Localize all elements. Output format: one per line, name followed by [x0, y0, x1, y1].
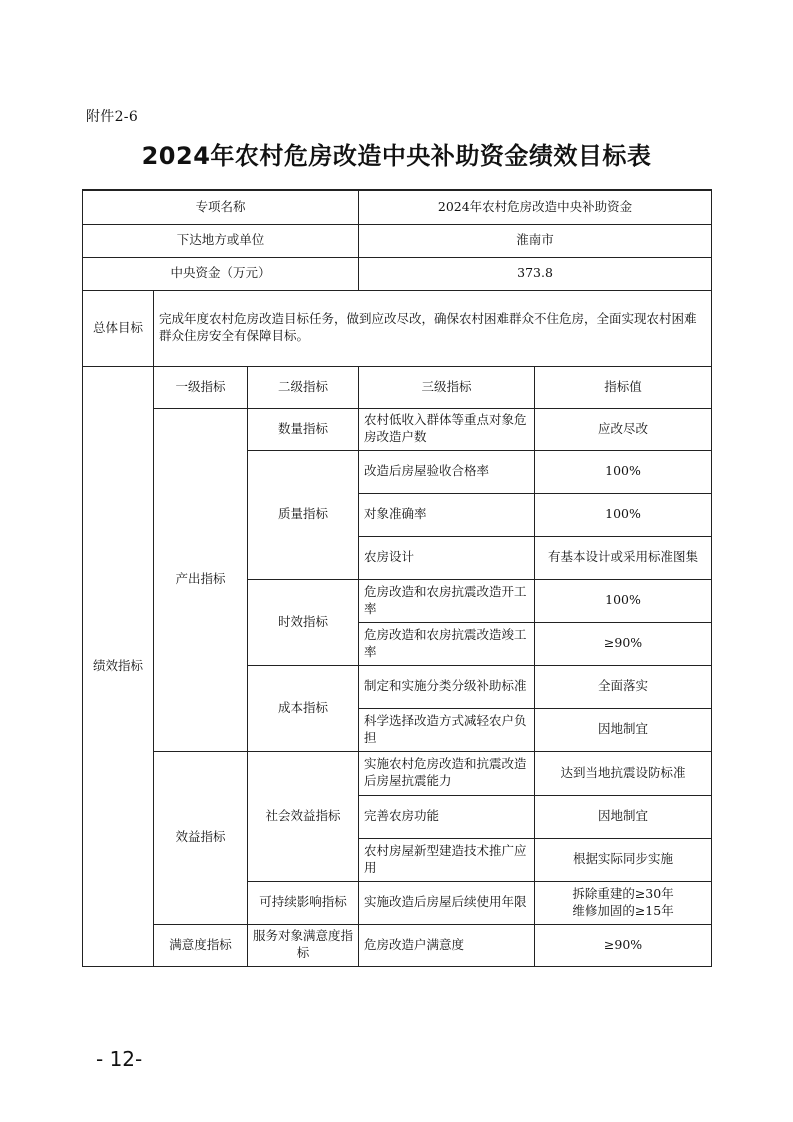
indicator-name: 对象准确率: [359, 493, 535, 536]
section-label-performance: 绩效指标: [83, 366, 154, 966]
unit-value: 淮南市: [359, 224, 712, 257]
indicator-name: 农村低收入群体等重点对象危房改造户数: [359, 408, 535, 450]
indicator-value: 100%: [535, 579, 712, 622]
table-row: [83, 257, 712, 290]
overall-goal-label: 总体目标: [83, 290, 154, 366]
indicator-value: 100%: [535, 450, 712, 493]
indicator-value: 有基本设计或采用标准图集: [535, 536, 712, 579]
indicator-value-line: 拆除重建的≥30年: [572, 885, 674, 901]
table-row: [83, 366, 712, 408]
level1-satisfaction: 满意度指标: [154, 924, 248, 966]
indicator-name: 制定和实施分类分级补助标准: [359, 665, 535, 708]
indicator-value: 100%: [535, 493, 712, 536]
indicator-name: 农房设计: [359, 536, 535, 579]
indicator-value: 因地制宜: [535, 795, 712, 838]
level2-cost: 成本指标: [248, 665, 359, 751]
indicator-value-multiline: [535, 881, 712, 924]
level2-quality: 质量指标: [248, 450, 359, 579]
indicator-value: 根据实际同步实施: [535, 838, 712, 881]
header-level2: 二级指标: [248, 366, 359, 408]
level2-timeliness: 时效指标: [248, 579, 359, 665]
level2-quantity: 数量指标: [248, 408, 359, 450]
header-value: 指标值: [535, 366, 712, 408]
attachment-label: 附件2-6: [86, 109, 139, 125]
unit-label: 下达地方或单位: [83, 224, 359, 257]
table-row: [83, 924, 712, 966]
indicator-value: 应改尽改: [535, 408, 712, 450]
table-row: [83, 408, 712, 450]
project-name-value: 2024年农村危房改造中央补助资金: [359, 190, 712, 224]
page-title: 2024年农村危房改造中央补助资金绩效目标表: [141, 142, 652, 170]
header-level3: 三级指标: [359, 366, 535, 408]
indicator-name: 实施改造后房屋后续使用年限: [359, 881, 535, 924]
table-row: [83, 290, 712, 366]
performance-target-table: [82, 189, 712, 967]
table-row: [83, 224, 712, 257]
project-name-label: 专项名称: [83, 190, 359, 224]
indicator-value: ≥90%: [535, 622, 712, 665]
level1-benefit: 效益指标: [154, 751, 248, 924]
indicator-name: 实施农村危房改造和抗震改造后房屋抗震能力: [359, 751, 535, 795]
indicator-name: 完善农房功能: [359, 795, 535, 838]
funds-label: 中央资金（万元）: [83, 257, 359, 290]
funds-value: 373.8: [359, 257, 712, 290]
table-row: [83, 190, 712, 224]
indicator-value: 全面落实: [535, 665, 712, 708]
indicator-name: 科学选择改造方式减轻农户负担: [359, 708, 535, 751]
indicator-name: 危房改造和农房抗震改造开工率: [359, 579, 535, 622]
indicator-value: 因地制宜: [535, 708, 712, 751]
indicator-name: 农村房屋新型建造技术推广应用: [359, 838, 535, 881]
indicator-value: ≥90%: [535, 924, 712, 966]
indicator-name: 改造后房屋验收合格率: [359, 450, 535, 493]
indicator-name: 危房改造和农房抗震改造竣工率: [359, 622, 535, 665]
header-level1: 一级指标: [154, 366, 248, 408]
indicator-name: 危房改造户满意度: [359, 924, 535, 966]
level2-social: 社会效益指标: [248, 751, 359, 881]
overall-goal-text: 完成年度农村危房改造目标任务，做到应改尽改，确保农村困难群众不住危房，全面实现农村困难群众住房安全有保障目标。: [154, 290, 712, 366]
table-row: [83, 751, 712, 795]
indicator-value: 达到当地抗震设防标准: [535, 751, 712, 795]
level2-service: 服务对象满意度指标: [248, 924, 359, 966]
indicator-value-line: 维修加固的≥15年: [572, 902, 674, 918]
level1-output: 产出指标: [154, 408, 248, 751]
level2-sustainable: 可持续影响指标: [248, 881, 359, 924]
page-number: - 12-: [96, 1047, 143, 1071]
